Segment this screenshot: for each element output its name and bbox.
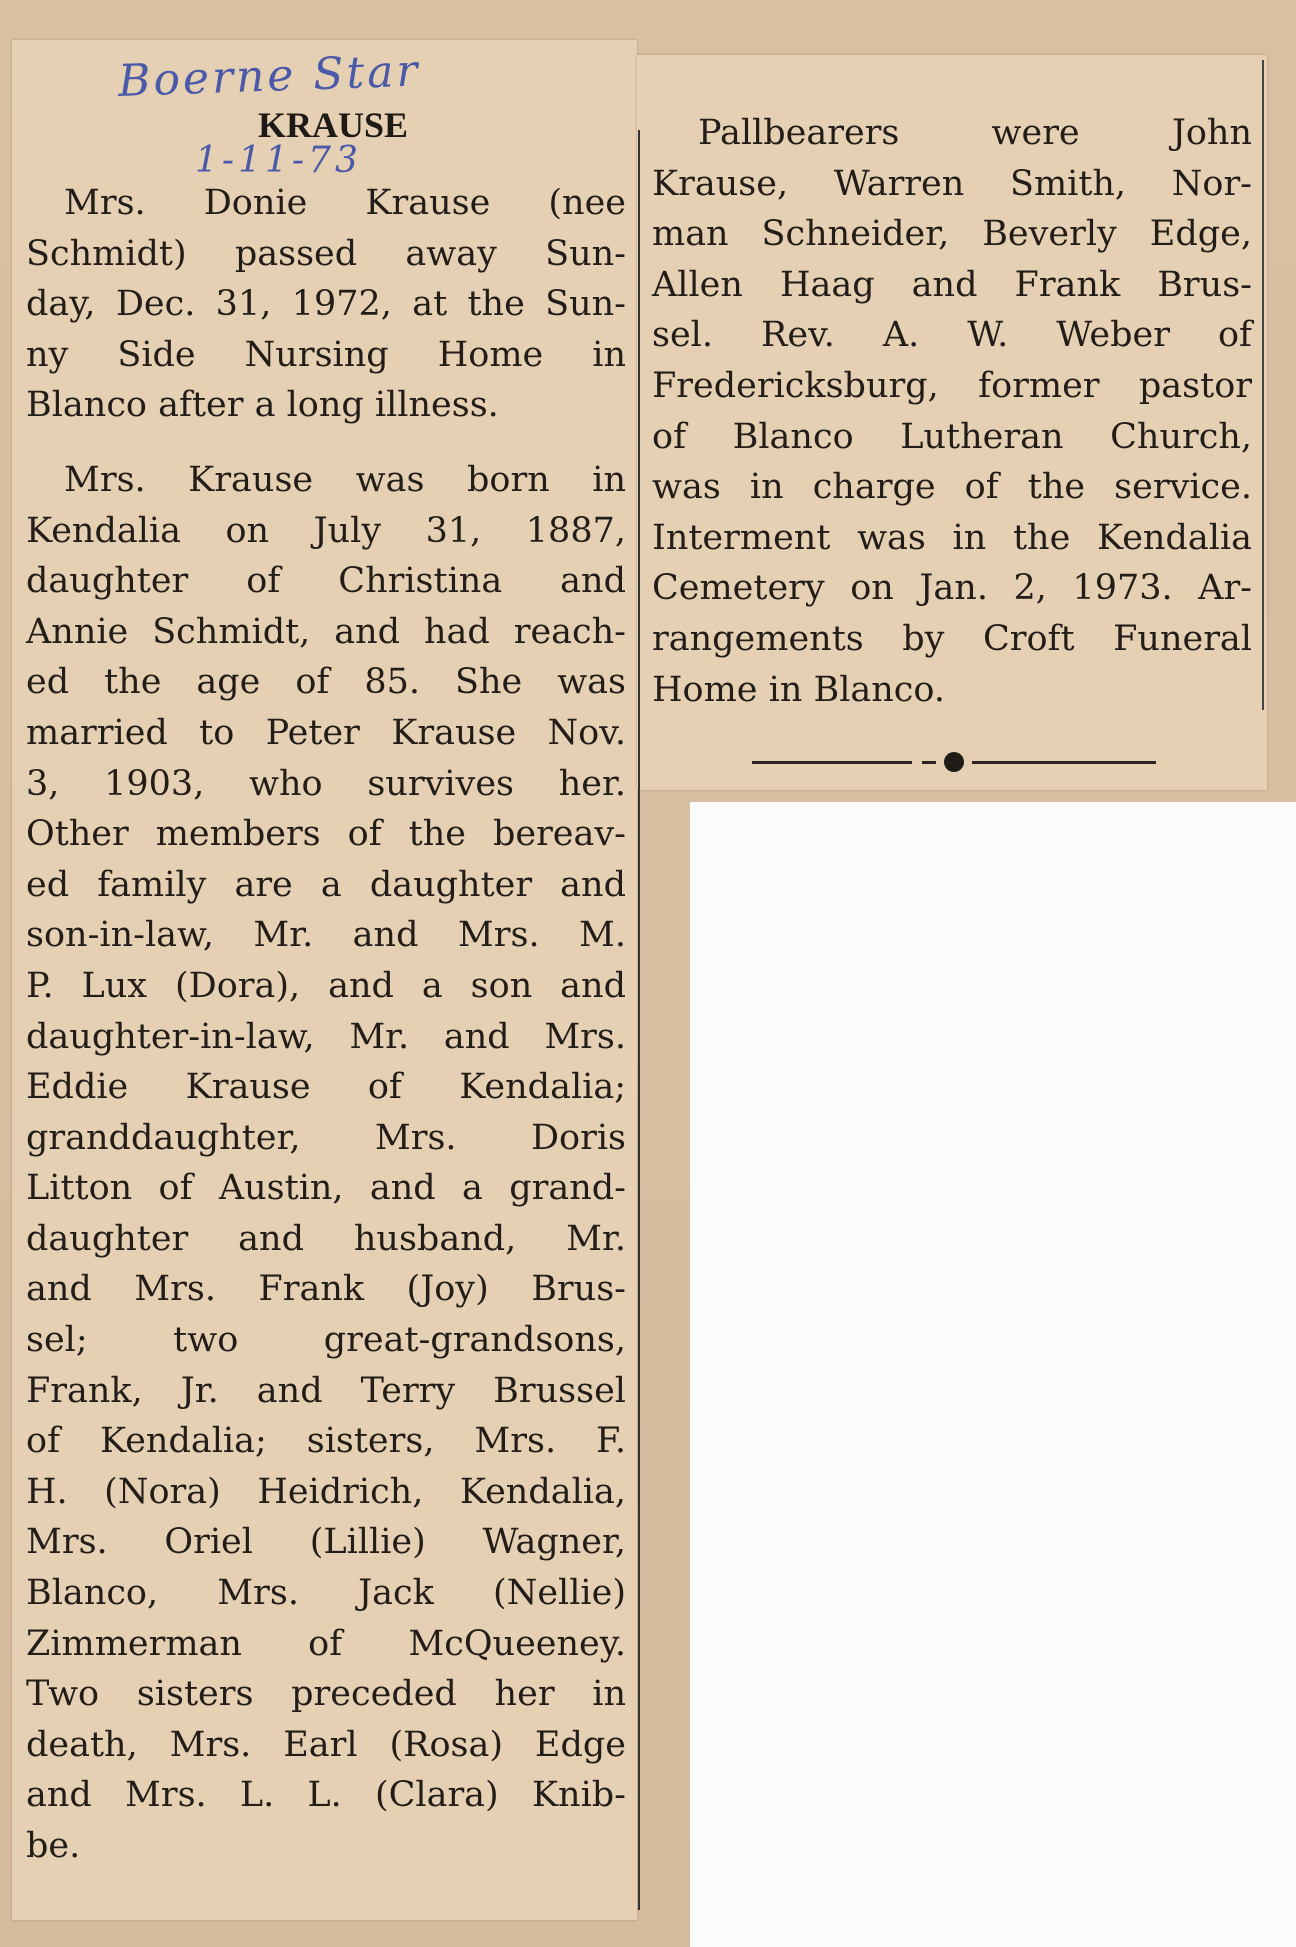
text-line: rangements by Croft Funeral	[652, 618, 1252, 659]
obituary-right-text	[652, 108, 1252, 715]
text-line: Mrs. Donie Krause (nee	[64, 183, 626, 223]
text-line: Litton of Austin, and a grand-	[26, 1168, 626, 1209]
text-line: be.	[26, 1826, 81, 1866]
paragraph-death-notice	[26, 178, 626, 431]
text-line: and Mrs. L. L. (Clara) Knib-	[26, 1775, 626, 1816]
text-line: Two sisters preceded her in	[26, 1674, 626, 1715]
text-line: daughter of Christina and	[26, 561, 626, 602]
text-line: was in charge of the service.	[652, 467, 1252, 508]
blank-paper-sheet	[690, 802, 1296, 1947]
paragraph-biography	[26, 455, 626, 1872]
ornament-dot	[944, 752, 964, 772]
text-line: married to Peter Krause Nov.	[26, 712, 626, 753]
text-line: Other members of the bereav-	[26, 814, 626, 855]
text-line: sel; two great-grandsons,	[26, 1320, 626, 1361]
text-line: Home in Blanco.	[652, 669, 945, 710]
text-line: Allen Haag and Frank Brus-	[652, 264, 1252, 305]
text-line: P. Lux (Dora), and a son and	[26, 965, 626, 1006]
ornament-left-rule	[752, 761, 912, 764]
text-line: sel. Rev. A. W. Weber of	[652, 315, 1252, 356]
text-line: man Schneider, Beverly Edge,	[652, 214, 1252, 255]
clipping-edge-rule	[1262, 60, 1264, 710]
text-line: Cemetery on Jan. 2, 1973. Ar-	[652, 568, 1252, 609]
handwritten-source-note: Boerne Star	[117, 45, 422, 108]
end-of-article-ornament	[752, 752, 1156, 772]
text-line: Eddie Krause of Kendalia;	[26, 1067, 626, 1108]
text-line: Mrs. Krause was born in	[64, 459, 626, 500]
handwritten-date-note: 1-11-73	[195, 140, 362, 181]
text-line: Annie Schmidt, and had reach-	[26, 611, 626, 652]
ornament-right-rule	[972, 761, 1156, 764]
text-line: Frank, Jr. and Terry Brussel	[26, 1370, 626, 1411]
text-line: ed the age of 85. She was	[26, 662, 626, 703]
text-line: ed family are a daughter and	[26, 864, 626, 905]
paragraph-gap	[26, 431, 626, 455]
obituary-left-text	[26, 178, 626, 1872]
text-line: daughter-in-law, Mr. and Mrs.	[26, 1016, 626, 1057]
text-line: and Mrs. Frank (Joy) Brus-	[26, 1269, 626, 1310]
text-line: of Kendalia; sisters, Mrs. F.	[26, 1421, 626, 1462]
text-line: Zimmerman of McQueeney.	[26, 1623, 626, 1664]
text-line: Pallbearers were John	[698, 113, 1252, 153]
text-line: day, Dec. 31, 1972, at the Sun-	[26, 284, 626, 325]
ornament-left-dash	[922, 761, 936, 764]
text-line: Interment was in the Kendalia	[652, 517, 1252, 558]
text-line: Kendalia on July 31, 1887,	[26, 510, 626, 551]
text-line: Blanco after a long illness.	[26, 385, 499, 426]
column-divider-rule	[638, 130, 640, 1910]
text-line: granddaughter, Mrs. Doris	[26, 1117, 626, 1158]
text-line: ny Side Nursing Home in	[26, 334, 626, 375]
text-line: 3, 1903, who survives her.	[26, 763, 626, 804]
text-line: Krause, Warren Smith, Nor-	[652, 163, 1252, 204]
text-line: Blanco, Mrs. Jack (Nellie)	[26, 1573, 626, 1614]
obituary-headline: KRAUSE	[257, 105, 409, 145]
text-line: H. (Nora) Heidrich, Kendalia,	[26, 1471, 626, 1512]
text-line: son-in-law, Mr. and Mrs. M.	[26, 915, 626, 956]
text-line: of Blanco Lutheran Church,	[652, 416, 1252, 457]
text-line: Mrs. Oriel (Lillie) Wagner,	[26, 1522, 626, 1563]
text-line: Fredericksburg, former pastor	[652, 365, 1252, 406]
text-line: daughter and husband, Mr.	[26, 1218, 626, 1259]
text-line: Schmidt) passed away Sun-	[26, 233, 626, 274]
text-line: death, Mrs. Earl (Rosa) Edge	[26, 1724, 626, 1765]
